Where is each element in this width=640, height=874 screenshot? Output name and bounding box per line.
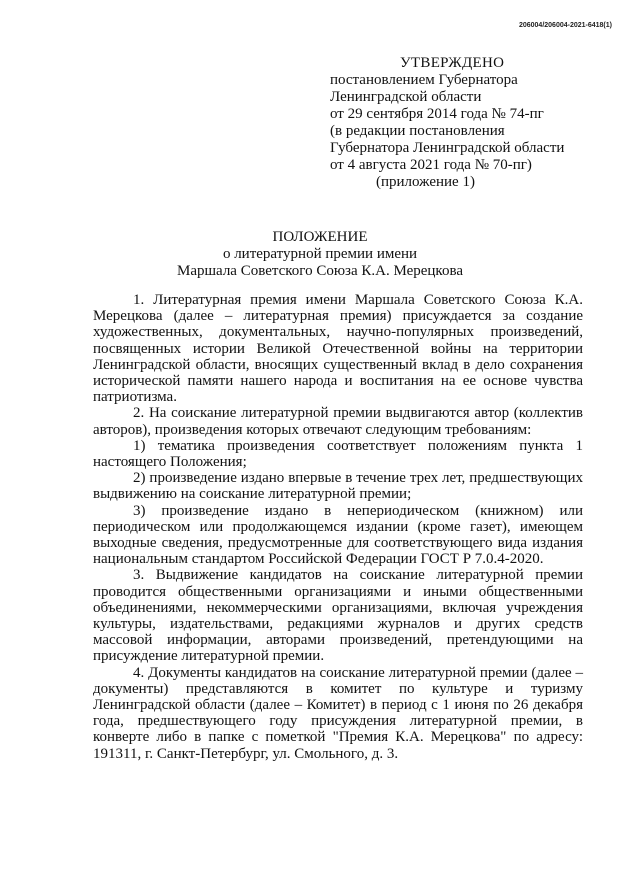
approval-line: от 4 августа 2021 года № 70-пг)	[330, 157, 532, 173]
approval-line: от 29 сентября 2014 года № 74-пг	[330, 106, 544, 122]
paragraph: 2. На соискание литературной премии выдвигаются автор (коллектив авторов), произведения которых отвечают следующим требованиям:	[93, 405, 583, 438]
document-code: 206004/206004-2021-6418(1)	[518, 22, 612, 29]
paragraph: 2) произведение издано впервые в течение трех лет, предшествующих выдвижению на соискание литературной премии;	[93, 470, 583, 503]
approval-line: Ленинградской области	[330, 89, 482, 105]
approval-line: (в редакции постановления	[330, 123, 505, 139]
document-body	[93, 292, 583, 762]
paragraph: 3. Выдвижение кандидатов на соискание литературной премии проводится общественными организациями и иными общественными объединениями, некоммерческими организациями, включая учреждения культуры, издательствами, редакциями журналов и других средств массовой информации, авторами произведений, претендующими на присуждение литературной премии.	[93, 567, 583, 665]
approval-stamp	[330, 55, 620, 191]
document-title	[0, 229, 640, 280]
approval-line: постановлением Губернатора	[330, 72, 518, 88]
paragraph: 4. Документы кандидатов на соискание литературной премии (далее – документы) представляются в комитет по культуре и туризму Ленинградской области (далее – Комитет) в период с 1 июня по 26 декабря года, предшествующего году присуждения литературной премии, в конверте либо в папке с пометкой "Премия К.А. Мерецкова" по адресу: 191311, г. Санкт-Петербург, ул. Смольного, д. 3.	[93, 664, 583, 762]
appendix-note: (приложение 1)	[376, 174, 475, 190]
title-subline: о литературной премии имени	[222, 246, 418, 262]
approval-title: УТВЕРЖДЕНО	[400, 55, 505, 71]
title-subline: Маршала Советского Союза К.А. Мерецкова	[176, 263, 464, 279]
paragraph: 1) тематика произведения соответствует положениям пункта 1 настоящего Положения;	[93, 437, 583, 471]
paragraph: 3) произведение издано в непериодическом (книжном) или периодическом или продолжающемся издании (кроме газет), имеющем выходные сведения, предусмотренные для соответствующего вида издания национальным стандартом Российской Федерации ГОСТ Р 7.0.4-2020.	[93, 502, 583, 568]
title-heading: ПОЛОЖЕНИЕ	[272, 229, 368, 245]
approval-line: Губернатора Ленинградской области	[330, 140, 565, 156]
paragraph: 1. Литературная премия имени Маршала Советского Союза К.А. Мерецкова (далее – литературная премия) присуждается за создание художественных, документальных, научно-популярных произведений, посвященных истории Великой Отечественной войны на территории Ленинградской области, вносящих существенный вклад в дело сохранения исторической памяти нашего народа и воспитания на ее основе чувства патриотизма.	[93, 292, 583, 406]
